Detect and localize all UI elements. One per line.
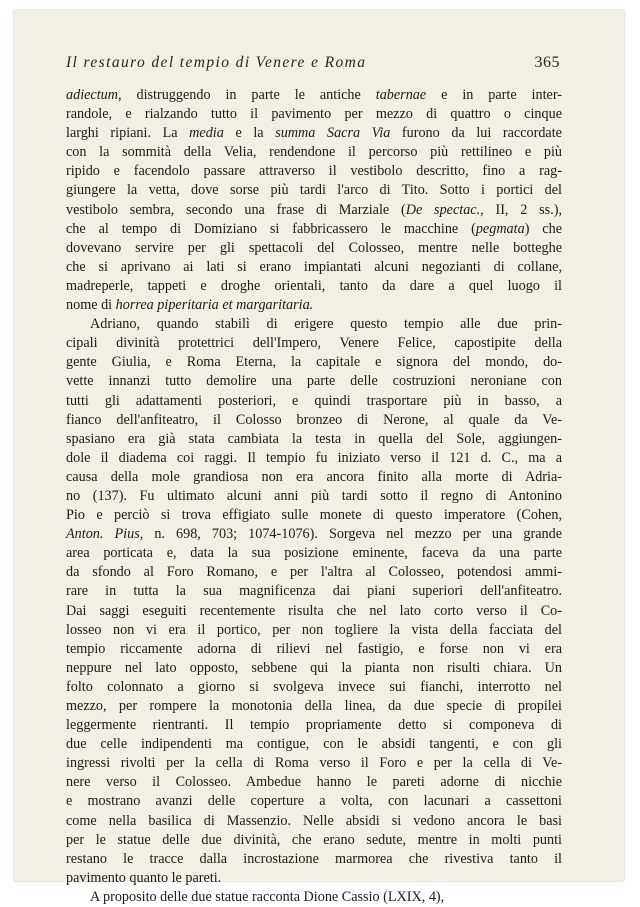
text-line xyxy=(66,525,562,544)
text-line xyxy=(66,411,562,430)
text-segment: fianco dell'anfiteatro, il Colosso bronzeo di Nerone, al quale da Ve- xyxy=(66,411,562,428)
text-segment: losseo non vi era il portico, per non togliere la vista della facciata del xyxy=(66,621,562,638)
text-line xyxy=(66,105,562,124)
text-segment: neppure nel lato opposto, sebbene qui la pianta non risulti chiara. Un xyxy=(66,659,562,676)
italic-text: media xyxy=(189,125,224,142)
text-segment: Pio e perciò si trova effigiato sulle monete di questo imperatore (Cohen, xyxy=(66,507,562,524)
text-line xyxy=(66,735,562,754)
text-line xyxy=(66,143,562,162)
text-line xyxy=(66,124,562,143)
text-segment: nere verso il Colosseo. Ambedue hanno le pareti adorne di nicchie xyxy=(66,774,562,791)
text-segment: due celle indipendenti ma contigue, con le absidi tangenti, e con gli xyxy=(66,736,562,753)
text-segment: e in parte inter- xyxy=(426,87,562,103)
text-segment: che si aprivano ai lati si erano impiantati alcuni negozianti di collane, xyxy=(66,258,562,275)
body-text xyxy=(66,86,562,907)
italic-text: summa Sacra Via xyxy=(275,125,391,142)
text-segment: furono da lui raccordate xyxy=(390,125,562,142)
text-line xyxy=(66,640,562,659)
text-line xyxy=(66,201,562,220)
italic-text: adiectum, xyxy=(66,87,122,103)
text-line xyxy=(66,315,562,334)
text-line xyxy=(66,697,562,716)
text-segment: gente Giulia, e Roma Eterna, la capitale e signora del mondo, do- xyxy=(66,354,562,371)
text-segment: per le statue delle due divinità, che erano sedute, mentre in molti punti xyxy=(66,831,562,848)
text-segment: leggermente rientranti. Il tempio propriamente detto si componeva di xyxy=(66,717,562,734)
text-segment: A proposito delle due statue racconta Dione Cassio (LXIX, 4), xyxy=(90,888,445,905)
text-line xyxy=(66,506,562,525)
text-segment: cipali divinità protettrici dell'Impero, Venere Felice, capostipite della xyxy=(66,335,562,352)
text-line xyxy=(66,258,562,277)
text-segment: causa della mole grandiosa non era ancora finito alla morte di Adria- xyxy=(66,468,562,485)
text-line xyxy=(66,792,562,811)
text-line xyxy=(66,449,562,468)
page-header xyxy=(66,54,560,78)
text-line xyxy=(66,353,562,372)
text-segment: randole, e rialzando tutto il pavimento per mezzo di quattro o cinque xyxy=(66,106,562,123)
text-line xyxy=(66,220,562,239)
text-segment: ingressi rivolti per la cella di Roma verso il Foro e per la cella di Ve- xyxy=(66,755,562,772)
paragraph xyxy=(66,315,562,888)
text-line xyxy=(66,678,562,697)
text-line xyxy=(66,582,562,601)
running-title: Il restauro del tempio di Venere e Roma xyxy=(66,54,367,71)
text-segment: ripido e facendolo passare attraverso il vestibolo descritto, fino a rag- xyxy=(66,163,562,180)
text-line xyxy=(66,621,562,640)
text-line xyxy=(66,850,562,869)
text-line xyxy=(66,296,562,315)
text-segment: rare in tutta la sua magnificenza dai piani superiori dell'anfiteatro. xyxy=(66,583,562,600)
text-line xyxy=(66,181,562,200)
text-segment: Dai saggi eseguiti recentemente risulta che nel lato corto verso il Co- xyxy=(66,602,562,619)
text-line xyxy=(66,812,562,831)
text-segment: spasiano era già stata cambiata la testa in quella del Sole, aggiungen- xyxy=(66,430,562,447)
text-line xyxy=(66,544,562,563)
text-segment: pavimento quanto le pareti. xyxy=(66,869,222,886)
text-line xyxy=(66,487,562,506)
text-segment: folto colonnato a giorno si svolgeva invece sui fianchi, interrotto nel xyxy=(66,678,562,695)
italic-text: pegmata xyxy=(475,220,525,237)
text-segment: vestibolo sembra, secondo una frase di Marziale ( xyxy=(66,201,406,218)
text-segment: restano le tracce dalla incrostazione marmorea che rivestiva tanto il xyxy=(66,850,562,867)
text-segment: distruggendo in parte le antiche xyxy=(121,87,376,103)
italic-text: tabernae xyxy=(375,87,427,103)
text-line xyxy=(66,468,562,487)
text-segment: II, 2 ss.), xyxy=(483,201,563,218)
text-segment: tutti gli adattamenti posteriori, e quindi trasportare più in basso, a xyxy=(66,392,562,409)
text-segment: madreperle, tappeti e droghe orientali, tanto da dare a quel luogo il xyxy=(66,277,562,294)
text-line xyxy=(66,392,562,411)
text-line xyxy=(66,162,562,181)
italic-text: horrea piperitaria et margaritaria. xyxy=(115,297,314,314)
text-segment: da sfondo al Foro Romano, e per l'altra al Colosseo, potendosi ammi- xyxy=(66,564,562,581)
text-segment: e la xyxy=(223,125,276,142)
text-line xyxy=(66,869,562,888)
text-segment: dole il diadema coi raggi. Il tempio fu iniziato verso il 121 d. C., ma a xyxy=(66,449,562,466)
text-segment: area porticata e, data la sua posizione eminente, faceva da una parte xyxy=(66,545,562,562)
text-line xyxy=(66,831,562,850)
text-segment: con la sommità della Velia, rendendone il percorso più rettilineo e più xyxy=(66,144,562,161)
text-segment: no (137). Fu ultimato alcuni anni più tardi sotto il regno di Antonino xyxy=(66,487,562,504)
page-sheet xyxy=(14,10,624,905)
text-line xyxy=(66,86,562,105)
page-number: 365 xyxy=(534,54,560,71)
text-line xyxy=(66,563,562,582)
text-segment: tempio riccamente adorna di rilievi nel fastigio, e forse non vi era xyxy=(66,640,562,657)
text-segment: dovevano servire per gli spettacoli del Colosseo, mentre nelle botteghe xyxy=(66,239,562,256)
text-line xyxy=(66,334,562,353)
text-line xyxy=(66,602,562,621)
text-segment: giungere la vetta, dove sorse più tardi l'arco di Tito. Sotto i portici del xyxy=(66,182,562,199)
paragraph xyxy=(66,86,562,315)
text-segment: e mostrano avanzi delle coperture a volta, con lacunari a cassettoni xyxy=(66,793,562,810)
text-segment: ) che xyxy=(524,220,562,237)
text-line xyxy=(66,773,562,792)
text-line xyxy=(66,277,562,296)
text-segment: Adriano, quando stabilì di erigere questo tempio alle due prin- xyxy=(90,316,562,333)
text-segment: mezzo, per rompere la monotonia della linea, da due specie di propilei xyxy=(66,698,562,714)
text-line xyxy=(66,754,562,773)
italic-text: De spectac., xyxy=(405,201,484,218)
text-line xyxy=(66,659,562,678)
text-segment: come nella basilica di Massenzio. Nelle absidi si vedono ancora le basi xyxy=(66,812,562,829)
text-line xyxy=(66,372,562,391)
text-segment: vette innanzi tutto demolire una parte delle costruzioni neroniane con xyxy=(66,373,562,390)
text-segment: larghi ripiani. La xyxy=(66,125,190,142)
text-line xyxy=(66,430,562,449)
text-segment: n. 698, 703; 1074-1076). Sorgeva nel mezzo per una grande xyxy=(143,526,562,543)
text-segment: nome di xyxy=(66,297,116,314)
text-segment: che al tempo di Domiziano si fabbricassero le macchine ( xyxy=(66,220,476,237)
text-line xyxy=(66,239,562,258)
italic-text: Anton. Pius, xyxy=(66,526,144,543)
text-line xyxy=(66,716,562,735)
